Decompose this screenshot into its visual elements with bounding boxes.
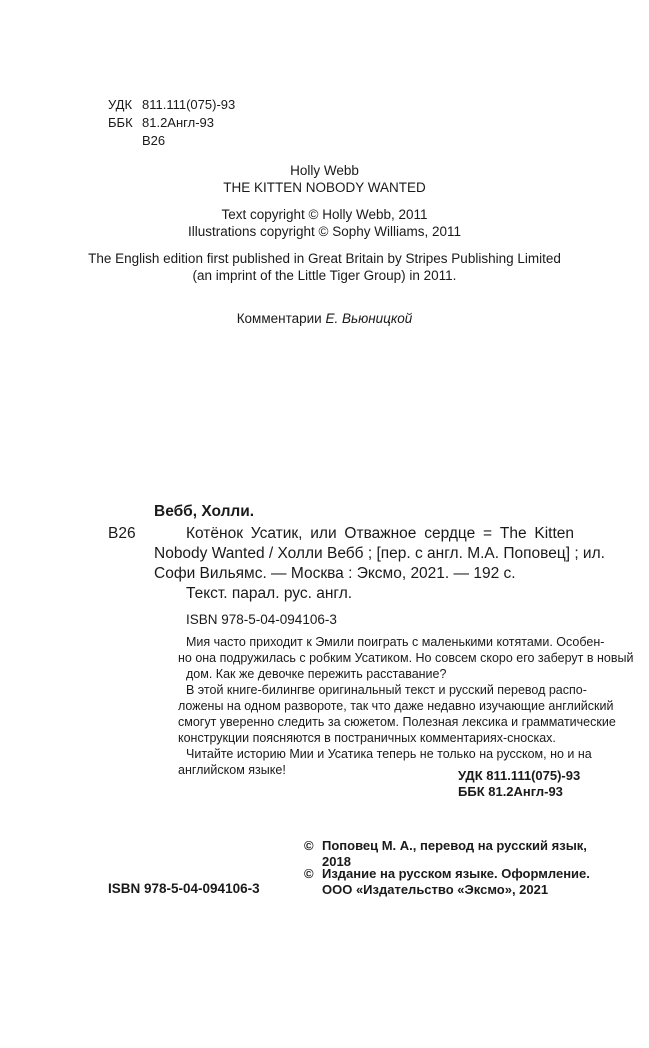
annotation-line: смогут уверенно следить за сюжетом. Полезная лексика и грамматические [178, 715, 616, 729]
annotation-paragraph-2 [178, 682, 616, 746]
publication-line-1: The English edition first published in Great Britain by Stripes Publishing Limited [88, 251, 561, 266]
annotation-line: ложены на одном развороте, так что даже недавно изучающие английский [178, 699, 614, 713]
annotation-bbk: ББК 81.2Англ-93 [458, 784, 563, 799]
author-mark: В26 [142, 133, 166, 148]
annotation-line: английском языке! [178, 763, 286, 777]
annotation-line: конструкции поясняются в постраничных комментариях-сносках. [178, 731, 556, 745]
annotation-udk: УДК 811.111(075)-93 [458, 768, 581, 783]
annotation-line: Читайте историю Мии и Усатика теперь не только на русском, но и на [186, 747, 592, 761]
illustrations-copyright: Illustrations copyright © Sophy Williams, 2011 [187, 224, 462, 239]
annotation-line: но она подружилась с робким Усатиком. Но совсем скоро его заберут в новый [178, 651, 634, 665]
copyright-edition-line-1: Издание на русском языке. Оформление. [322, 866, 590, 881]
catalog-text-note: Текст. парал. рус. англ. [186, 585, 353, 602]
commentary-author: Е. Вьюницкой [325, 311, 413, 326]
copyright-symbol: © [304, 866, 314, 881]
catalog-entry-line: Котёнок Усатик, или Отважное сердце = The Kitten [186, 525, 574, 542]
copyright-edition-line-2: ООО «Издательство «Эксмо», 2021 [322, 882, 549, 897]
copyright-translation-line-2: 2018 [322, 854, 351, 869]
text-copyright: Text copyright © Holly Webb, 2011 [221, 207, 428, 222]
copyright-translation-line-1: Поповец М. А., перевод на русский язык, [322, 838, 587, 853]
footer-isbn: ISBN 978-5-04-094106-3 [108, 881, 260, 896]
copyright-symbol: © [304, 838, 314, 853]
udk-value: 811.111(075)-93 [142, 97, 236, 112]
catalog-isbn: ISBN 978-5-04-094106-3 [186, 612, 337, 627]
bbk-value: 81.2Англ-93 [142, 115, 214, 130]
annotation-line: Мия часто приходит к Эмили поиграть с маленькими котятами. Особен- [186, 635, 605, 649]
publication-line-2: (an imprint of the Little Tiger Group) in 2011. [192, 268, 457, 283]
commentary-credit [0, 310, 649, 327]
catalog-entry-line: Nobody Wanted / Холли Вебб ; [пер. с англ. М.А. Поповец] ; ил. [154, 545, 605, 562]
catalog-entry-line: Софи Вильямс. — Москва : Эксмо, 2021. — 192 с. [154, 565, 516, 582]
catalog-mark: В26 [108, 525, 136, 542]
original-author: Holly Webb [290, 163, 359, 178]
udk-label: УДК [108, 97, 133, 112]
annotation-paragraph-1 [178, 634, 634, 682]
original-title: THE KITTEN NOBODY WANTED [223, 180, 426, 195]
annotation-line: В этой книге-билингве оригинальный текст и русский перевод распо- [186, 683, 587, 697]
annotation-line: дом. Как же девочке пережить расставание? [186, 667, 447, 681]
catalog-heading: Вебб, Холли. [154, 503, 255, 520]
bbk-label: ББК [108, 115, 133, 130]
catalog-entry [154, 524, 605, 584]
commentary-label: Комментарии [236, 311, 322, 326]
